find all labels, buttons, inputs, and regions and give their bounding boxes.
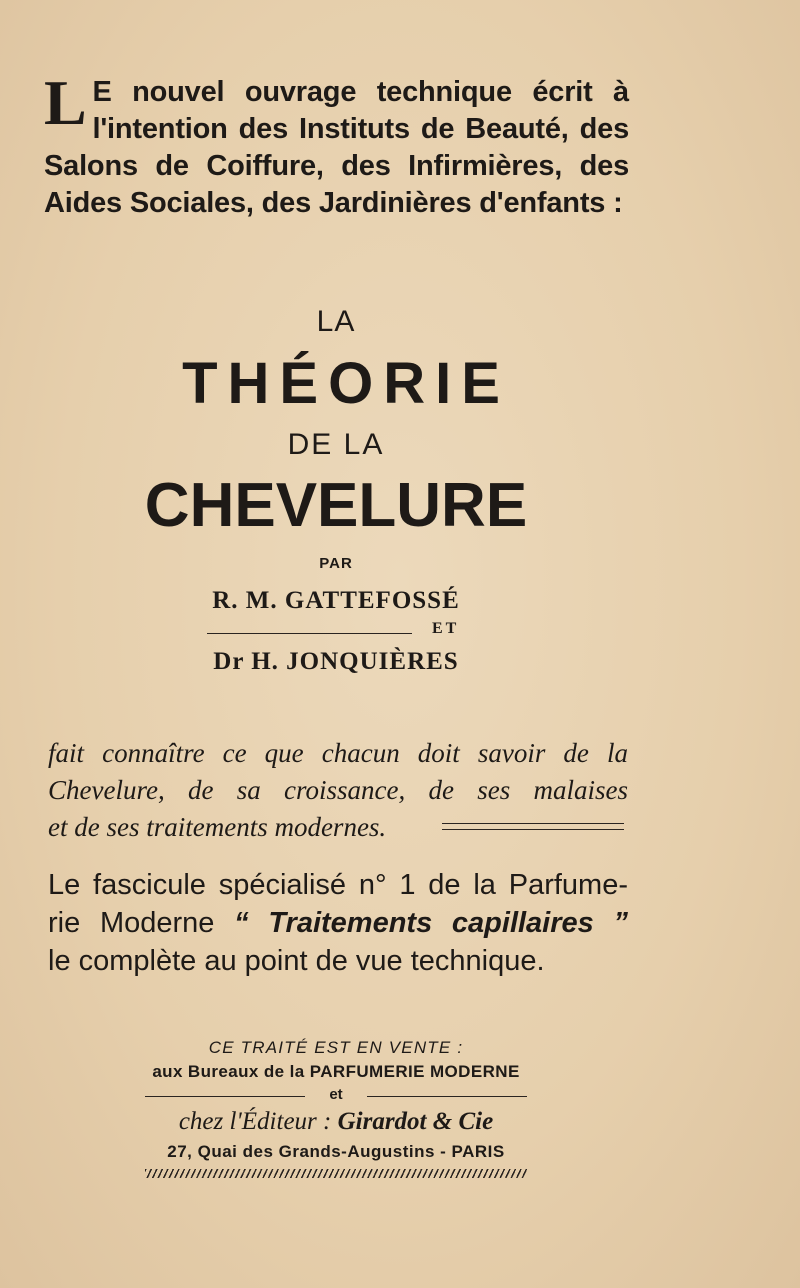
fascicule-paragraph <box>48 866 628 980</box>
fascicule-line <box>48 904 628 942</box>
sale-address: 27, Quai des Grands-Augustins - PARIS <box>167 1142 505 1161</box>
sale-heading: CE TRAITÉ EST EN VENTE : <box>208 1038 464 1057</box>
description-line: Chevelure, de sa croissance, de ses malaises <box>48 775 628 805</box>
fascicule-line: le complète au point de vue technique. <box>48 945 545 977</box>
author-gattefosse: R. M. GATTEFOSSÉ <box>212 587 460 614</box>
title-chevelure: CHEVELURE <box>144 471 528 540</box>
title-la: LA <box>316 305 356 338</box>
separator-rule <box>207 633 412 634</box>
title-theorie: THÉORIE <box>182 351 510 416</box>
by-label: PAR <box>319 555 353 572</box>
double-rule <box>442 823 624 830</box>
intro-line: Salons de Coiffure, des Infirmières, des <box>44 150 629 182</box>
fascicule-line2-start: rie Moderne <box>48 907 215 939</box>
editor-name: Girardot & Cie <box>337 1108 494 1135</box>
hatched-rule <box>145 1169 527 1178</box>
description-line: fait connaître ce que chacun doit savoir de la <box>48 738 628 768</box>
fascicule-line: Le fascicule spécialisé n° 1 de la Parfume- <box>48 869 628 901</box>
title-de-la: DE LA <box>287 428 385 461</box>
intro-line: l'intention des Instituts de Beauté, des <box>92 113 629 145</box>
sale-separator <box>145 1086 527 1106</box>
separator-rule <box>367 1096 527 1097</box>
fascicule-title: “ Traitements capillaires ” <box>234 907 628 939</box>
author-separator <box>207 620 477 644</box>
sale-bureaux: aux Bureaux de la PARFUMERIE MODERNE <box>152 1062 520 1081</box>
sale-and-label: et <box>329 1086 343 1103</box>
sale-editor <box>140 1108 532 1136</box>
intro-line: Aides Sociales, des Jardinières d'enfants : <box>44 187 623 219</box>
author-jonquieres: Dr H. JONQUIÈRES <box>213 648 459 675</box>
and-label: ET <box>432 620 460 637</box>
intro-paragraph <box>44 67 629 222</box>
drop-cap: L <box>44 67 87 138</box>
editor-prefix: chez l'Éditeur : <box>178 1108 332 1135</box>
description-line: et de ses traitements modernes. <box>48 812 387 842</box>
intro-line: E nouvel ouvrage technique écrit à <box>92 76 629 108</box>
